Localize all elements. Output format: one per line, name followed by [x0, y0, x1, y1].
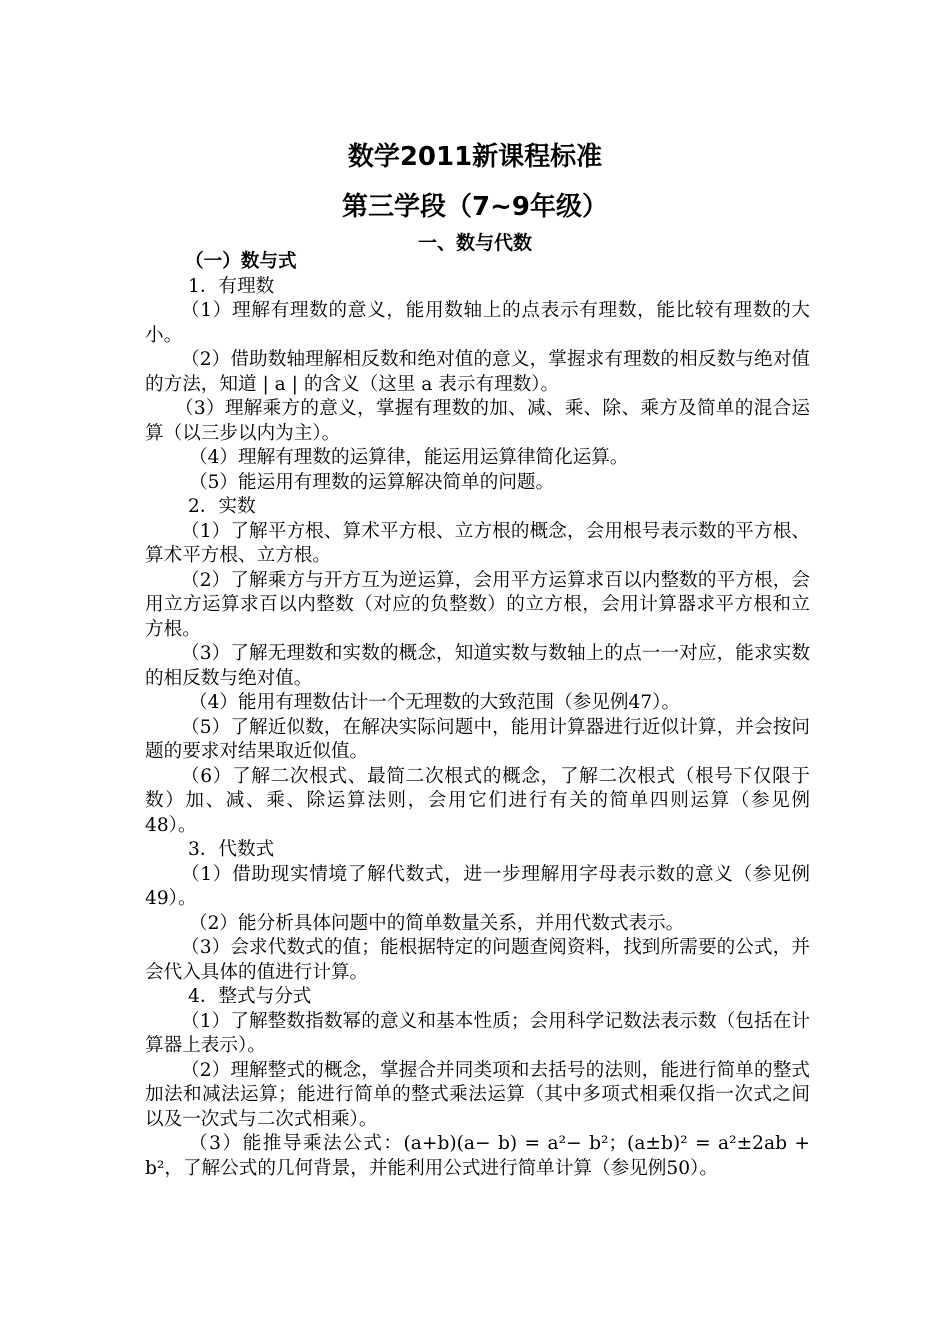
topic-heading: 2．实数	[188, 496, 256, 517]
paragraph: （3）能推导乘法公式：(a+b)(a− b) = a²− b²；(a±b)² = a²±2ab + b²，了解公式的几何背景，并能利用公式进行简单计算（参见例50）。	[145, 1133, 810, 1179]
paragraph: （2）借助数轴理解相反数和绝对值的意义，掌握求有理数的相反数与绝对值的方法，知道 | a | 的含义（这里 a 表示有理数）。	[145, 349, 810, 395]
document-title: 数学2011新课程标准	[347, 142, 603, 172]
paragraph: （5）了解近似数，在解决实际问题中，能用计算器进行近似计算，并会按问题的要求对结果取近似值。	[145, 716, 810, 762]
paragraph: （2）理解整式的概念，掌握合并同类项和去括号的法则，能进行简单的整式加法和减法运算；能进行简单的整式乘法运算（其中多项式相乘仅指一次式之间以及一次式与二次式相乘）。	[145, 1059, 810, 1130]
paragraph: （1）了解平方根、算术平方根、立方根的概念，会用根号表示数的平方根、算术平方根、立方根。	[145, 520, 810, 566]
paragraph: （1）理解有理数的意义，能用数轴上的点表示有理数，能比较有理数的大小。	[145, 300, 810, 346]
topic-heading: 4．整式与分式	[188, 986, 312, 1007]
document-body	[145, 250, 810, 1181]
paragraph: （1）了解整数指数幂的意义和基本性质；会用科学记数法表示数（包括在计算器上表示）。	[145, 1010, 810, 1056]
paragraph: （6）了解二次根式、最简二次根式的概念，了解二次根式（根号下仅限于数）加、减、乘、除运算法则，会用它们进行有关的简单四则运算（参见例48）。	[145, 765, 810, 836]
document-subtitle: 第三学段（7~9年级）	[342, 192, 608, 222]
paragraph: （3）理解乘方的意义，掌握有理数的加、减、乘、除、乘方及简单的混合运算（以三步以内为主）。	[145, 398, 810, 444]
paragraph: （3）了解无理数和实数的概念，知道实数与数轴上的点一一对应，能求实数的相反数与绝对值。	[145, 643, 810, 689]
topic-heading: 3．代数式	[188, 839, 275, 860]
topic-heading: 1．有理数	[188, 275, 275, 297]
paragraph: （2）能分析具体问题中的简单数量关系，并用代数式表示。	[189, 912, 685, 934]
paragraph: （2）了解乘方与开方互为逆运算，会用平方运算求百以内整数的平方根，会用立方运算求百以内整数（对应的负整数）的立方根，会用计算器求平方根和立方根。	[145, 569, 810, 640]
chapter-heading: 一、数与代数	[417, 232, 532, 254]
paragraph: （4）能用有理数估计一个无理数的大致范围（参见例47）。	[189, 692, 681, 713]
section-heading: （一）数与式	[185, 251, 297, 272]
paragraph: （4）理解有理数的运算律，能运用运算律简化运算。	[189, 447, 629, 468]
paragraph: （3）会求代数式的值；能根据特定的问题查阅资料，找到所需要的公式，并会代入具体的值进行计算。	[145, 937, 810, 983]
paragraph: （1）借助现实情境了解代数式，进一步理解用字母表示数的意义（参见例49）。	[145, 863, 810, 909]
paragraph: （5）能运用有理数的运算解决简单的问题。	[189, 471, 555, 493]
